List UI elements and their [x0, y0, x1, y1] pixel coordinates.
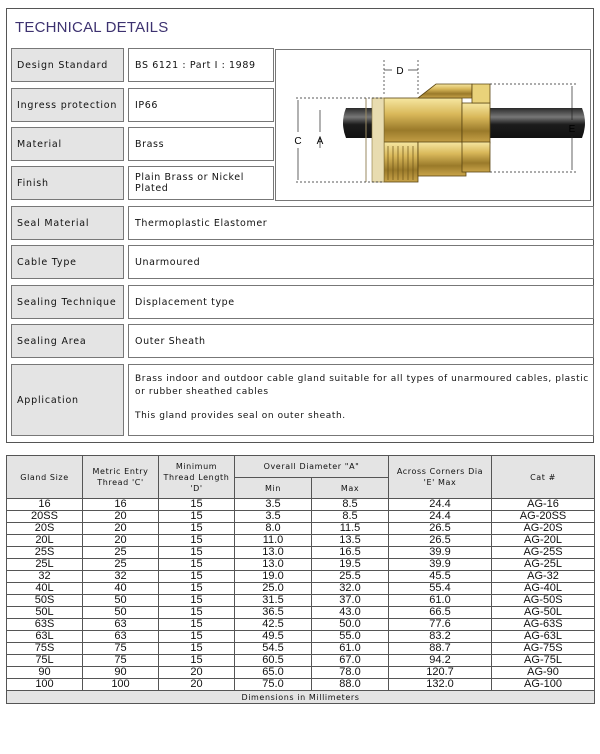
table-cell: 32: [83, 571, 159, 583]
table-cell: 15: [159, 643, 235, 655]
dimension-label-a: A: [316, 136, 324, 147]
table-cell: 15: [159, 559, 235, 571]
table-cell: 42.5: [235, 619, 312, 631]
table-cell: 13.0: [235, 559, 312, 571]
dimension-label-e: E: [568, 124, 576, 135]
table-cell: 63: [83, 631, 159, 643]
table-cell: AG-50S: [492, 595, 595, 607]
table-cell: 26.5: [389, 535, 492, 547]
detail-label: Ingress protection: [11, 88, 124, 122]
table-cell: 37.0: [312, 595, 389, 607]
table-cell: 40: [83, 583, 159, 595]
table-cell: 32: [7, 571, 83, 583]
table-row: [7, 667, 595, 679]
table-cell: AG-50L: [492, 607, 595, 619]
table-row: [7, 583, 595, 595]
gland-body-shape: [366, 84, 490, 182]
table-cell: 55.4: [389, 583, 492, 595]
table-cell: 15: [159, 619, 235, 631]
table-cell: 19.0: [235, 571, 312, 583]
table-row: [7, 619, 595, 631]
table-cell: AG-63L: [492, 631, 595, 643]
table-cell: 50S: [7, 595, 83, 607]
detail-value: Plain Brass or Nickel Plated: [128, 166, 274, 200]
table-cell: 24.4: [389, 511, 492, 523]
table-cell: 75: [83, 643, 159, 655]
table-cell: 11.0: [235, 535, 312, 547]
detail-value: Thermoplastic Elastomer: [128, 206, 594, 240]
table-row: [7, 655, 595, 667]
table-cell: AG-25S: [492, 547, 595, 559]
table-footer: Dimensions in Millimeters: [7, 691, 595, 704]
table-cell: 50: [83, 607, 159, 619]
application-text-1: Brass indoor and outdoor cable gland suitable for all types of unarmoured cables, plastic or rubber sheathed cables: [135, 374, 589, 397]
table-cell: 20L: [7, 535, 83, 547]
table-cell: 24.4: [389, 499, 492, 511]
table-cell: 65.0: [235, 667, 312, 679]
table-cell: 15: [159, 631, 235, 643]
table-row: [7, 535, 595, 547]
technical-details-panel: [6, 8, 594, 443]
table-cell: 3.5: [235, 499, 312, 511]
table-cell: 15: [159, 523, 235, 535]
table-row: [7, 523, 595, 535]
table-cell: 61.0: [389, 595, 492, 607]
table-cell: 40L: [7, 583, 83, 595]
table-cell: 25: [83, 559, 159, 571]
detail-label: Finish: [11, 166, 124, 200]
table-cell: 83.2: [389, 631, 492, 643]
table-cell: 90: [83, 667, 159, 679]
header-metric-entry: Metric Entry Thread 'C': [83, 456, 159, 499]
table-row: [7, 571, 595, 583]
table-body: [7, 499, 595, 691]
table-cell: AG-20L: [492, 535, 595, 547]
table-cell: 15: [159, 607, 235, 619]
table-cell: 16: [7, 499, 83, 511]
detail-value: BS 6121 : Part I : 1989: [128, 48, 274, 82]
table-cell: 16: [83, 499, 159, 511]
table-cell: 49.5: [235, 631, 312, 643]
table-cell: 75L: [7, 655, 83, 667]
table-cell: 13.0: [235, 547, 312, 559]
table-cell: 50L: [7, 607, 83, 619]
dimension-label-d: D: [396, 66, 404, 77]
table-cell: 75S: [7, 643, 83, 655]
table-cell: 15: [159, 595, 235, 607]
detail-value: Displacement type: [128, 285, 594, 319]
table-cell: 20: [159, 667, 235, 679]
table-cell: AG-32: [492, 571, 595, 583]
table-cell: 25S: [7, 547, 83, 559]
table-cell: 15: [159, 535, 235, 547]
table-cell: AG-63S: [492, 619, 595, 631]
table-cell: 15: [159, 499, 235, 511]
table-row: [7, 547, 595, 559]
detail-label: Sealing Area: [11, 324, 124, 358]
table-cell: 15: [159, 547, 235, 559]
table-cell: 15: [159, 655, 235, 667]
table-cell: 54.5: [235, 643, 312, 655]
table-cell: 55.0: [312, 631, 389, 643]
table-cell: 66.5: [389, 607, 492, 619]
dimension-label-c: C: [294, 136, 302, 147]
table-row: [7, 499, 595, 511]
table-cell: AG-20SS: [492, 511, 595, 523]
detail-value: [128, 364, 594, 436]
table-row: [7, 607, 595, 619]
detail-label: Seal Material: [11, 206, 124, 240]
table-cell: 15: [159, 571, 235, 583]
header-overall-diameter: Overall Diameter "A": [235, 456, 389, 478]
detail-label: Sealing Technique: [11, 285, 124, 319]
table-cell: 67.0: [312, 655, 389, 667]
detail-label: Design Standard: [11, 48, 124, 82]
detail-value: Brass: [128, 127, 274, 161]
header-thread-length: Minimum Thread Length 'D': [159, 456, 235, 499]
table-cell: 8.0: [235, 523, 312, 535]
header-across-corners: Across Corners Dia 'E' Max: [389, 456, 492, 499]
table-cell: 32.0: [312, 583, 389, 595]
detail-value: Outer Sheath: [128, 324, 594, 358]
table-cell: 15: [159, 583, 235, 595]
table-cell: 20: [159, 679, 235, 691]
table-cell: 39.9: [389, 547, 492, 559]
table-cell: 94.2: [389, 655, 492, 667]
table-cell: 15: [159, 511, 235, 523]
table-cell: 43.0: [312, 607, 389, 619]
table-cell: 39.9: [389, 559, 492, 571]
table-cell: AG-75S: [492, 643, 595, 655]
table-cell: 45.5: [389, 571, 492, 583]
table-cell: 50: [83, 595, 159, 607]
table-cell: AG-90: [492, 667, 595, 679]
cable-gland-diagram: [275, 49, 591, 201]
table-cell: AG-25L: [492, 559, 595, 571]
table-cell: 100: [7, 679, 83, 691]
table-cell: 78.0: [312, 667, 389, 679]
specification-table: [6, 455, 595, 704]
detail-label: Material: [11, 127, 124, 161]
detail-value: IP66: [128, 88, 274, 122]
table-cell: 63: [83, 619, 159, 631]
table-cell: AG-100: [492, 679, 595, 691]
table-cell: 8.5: [312, 511, 389, 523]
table-cell: 120.7: [389, 667, 492, 679]
table-cell: 20: [83, 535, 159, 547]
table-cell: 100: [83, 679, 159, 691]
table-cell: 36.5: [235, 607, 312, 619]
table-cell: AG-20S: [492, 523, 595, 535]
header-min: Min: [235, 478, 312, 499]
header-cat: Cat #: [492, 456, 595, 499]
table-cell: 19.5: [312, 559, 389, 571]
table-cell: 75.0: [235, 679, 312, 691]
table-row: [7, 643, 595, 655]
table-cell: 88.0: [312, 679, 389, 691]
detail-label: Application: [11, 364, 124, 436]
table-cell: 16.5: [312, 547, 389, 559]
table-cell: 3.5: [235, 511, 312, 523]
table-cell: 63L: [7, 631, 83, 643]
table-cell: 25: [83, 547, 159, 559]
table-row: [7, 631, 595, 643]
table-row: [7, 679, 595, 691]
table-cell: 20SS: [7, 511, 83, 523]
table-cell: 26.5: [389, 523, 492, 535]
table-cell: 31.5: [235, 595, 312, 607]
table-cell: AG-40L: [492, 583, 595, 595]
detail-label: Cable Type: [11, 245, 124, 279]
table-cell: 8.5: [312, 499, 389, 511]
table-row: [7, 559, 595, 571]
table-cell: 25.0: [235, 583, 312, 595]
detail-value: Unarmoured: [128, 245, 594, 279]
table-row: [7, 511, 595, 523]
table-cell: 60.5: [235, 655, 312, 667]
table-cell: 90: [7, 667, 83, 679]
cable-gland-drawing: [276, 50, 592, 202]
table-cell: 88.7: [389, 643, 492, 655]
table-cell: 11.5: [312, 523, 389, 535]
table-cell: 77.6: [389, 619, 492, 631]
table-cell: 132.0: [389, 679, 492, 691]
table-cell: 13.5: [312, 535, 389, 547]
table-cell: 25L: [7, 559, 83, 571]
table-cell: 25.5: [312, 571, 389, 583]
table-cell: 61.0: [312, 643, 389, 655]
table-row: [7, 595, 595, 607]
table-cell: 20S: [7, 523, 83, 535]
table-cell: 20: [83, 523, 159, 535]
table-cell: AG-16: [492, 499, 595, 511]
section-title: TECHNICAL DETAILS: [15, 19, 169, 36]
table-cell: 50.0: [312, 619, 389, 631]
table-cell: 20: [83, 511, 159, 523]
header-gland-size: Gland Size: [7, 456, 83, 499]
header-max: Max: [312, 478, 389, 499]
application-text-2: This gland provides seal on outer sheath.: [135, 411, 346, 421]
table-cell: 75: [83, 655, 159, 667]
table-cell: 63S: [7, 619, 83, 631]
table-cell: AG-75L: [492, 655, 595, 667]
